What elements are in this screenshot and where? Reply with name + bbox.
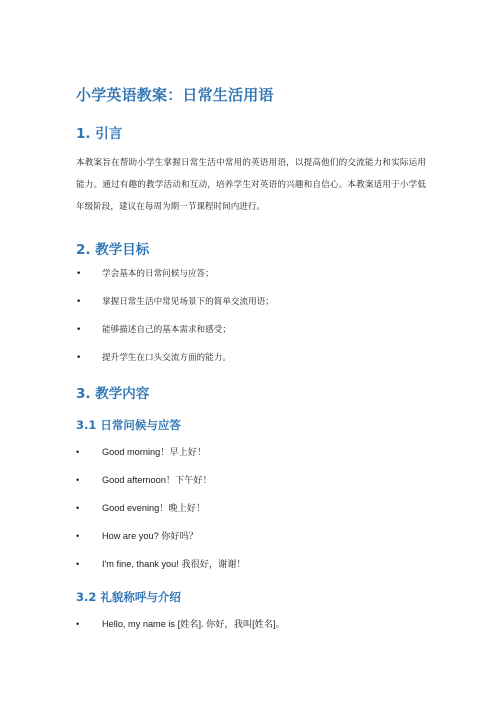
bullet-marker: • xyxy=(76,325,82,335)
bullet-marker: • xyxy=(76,619,80,629)
bullet-marker: • xyxy=(76,503,80,513)
list-item-text: I'm fine, thank you! 我很好，谢谢！ xyxy=(102,559,246,569)
list-item-text: 学会基本的日常问候与应答； xyxy=(102,269,214,279)
list-item xyxy=(76,530,426,542)
list-item xyxy=(76,324,426,336)
bullet-marker: • xyxy=(76,531,80,541)
bullet-marker: • xyxy=(76,475,80,485)
bullet-marker: • xyxy=(76,559,80,569)
bullet-marker: • xyxy=(76,353,82,363)
section-heading-content: 3. 教学内容 xyxy=(76,386,150,402)
list-item xyxy=(76,618,426,630)
list-item-text: 能够描述自己的基本需求和感受； xyxy=(102,325,231,335)
list-item-text: 掌握日常生活中常见场景下的简单交流用语； xyxy=(102,297,274,307)
list-item-text: Good morning！早上好！ xyxy=(102,447,207,457)
bullet-marker: • xyxy=(76,297,82,307)
introduction-paragraph: 本教案旨在帮助小学生掌握日常生活中常用的英语用语，以提高他们的交流能力和实际运用能力。通过有趣的教学活动和互动，培养学生对英语的兴趣和自信心。本教案适用于小学低年级阶段，建议在每周为期一节课程时间内进行。 xyxy=(76,158,426,212)
section-heading-objectives: 2. 教学目标 xyxy=(76,242,150,258)
list-item xyxy=(76,268,426,280)
list-item-text: Hello, my name is [姓名]. 你好，我叫[姓名]。 xyxy=(102,619,285,629)
subsection-heading-introductions: 3.2 礼貌称呼与介绍 xyxy=(76,590,181,604)
document-title: 小学英语教案：日常生活用语 xyxy=(76,86,274,104)
bullet-marker: • xyxy=(76,447,80,457)
list-item xyxy=(76,502,426,514)
list-item xyxy=(76,352,426,364)
subsection-heading-greetings: 3.1 日常问候与应答 xyxy=(76,418,181,432)
list-item-text: How are you? 你好吗？ xyxy=(102,531,198,541)
list-item xyxy=(76,446,426,458)
section-heading-introduction: 1. 引言 xyxy=(76,126,123,142)
list-item-text: Good afternoon！下午好！ xyxy=(102,475,212,485)
list-item-text: Good evening！晚上好！ xyxy=(102,503,206,513)
list-item xyxy=(76,474,426,486)
list-item xyxy=(76,558,426,570)
list-item-text: 提升学生在口头交流方面的能力。 xyxy=(102,353,231,363)
list-item xyxy=(76,296,426,308)
bullet-marker: • xyxy=(76,269,82,279)
